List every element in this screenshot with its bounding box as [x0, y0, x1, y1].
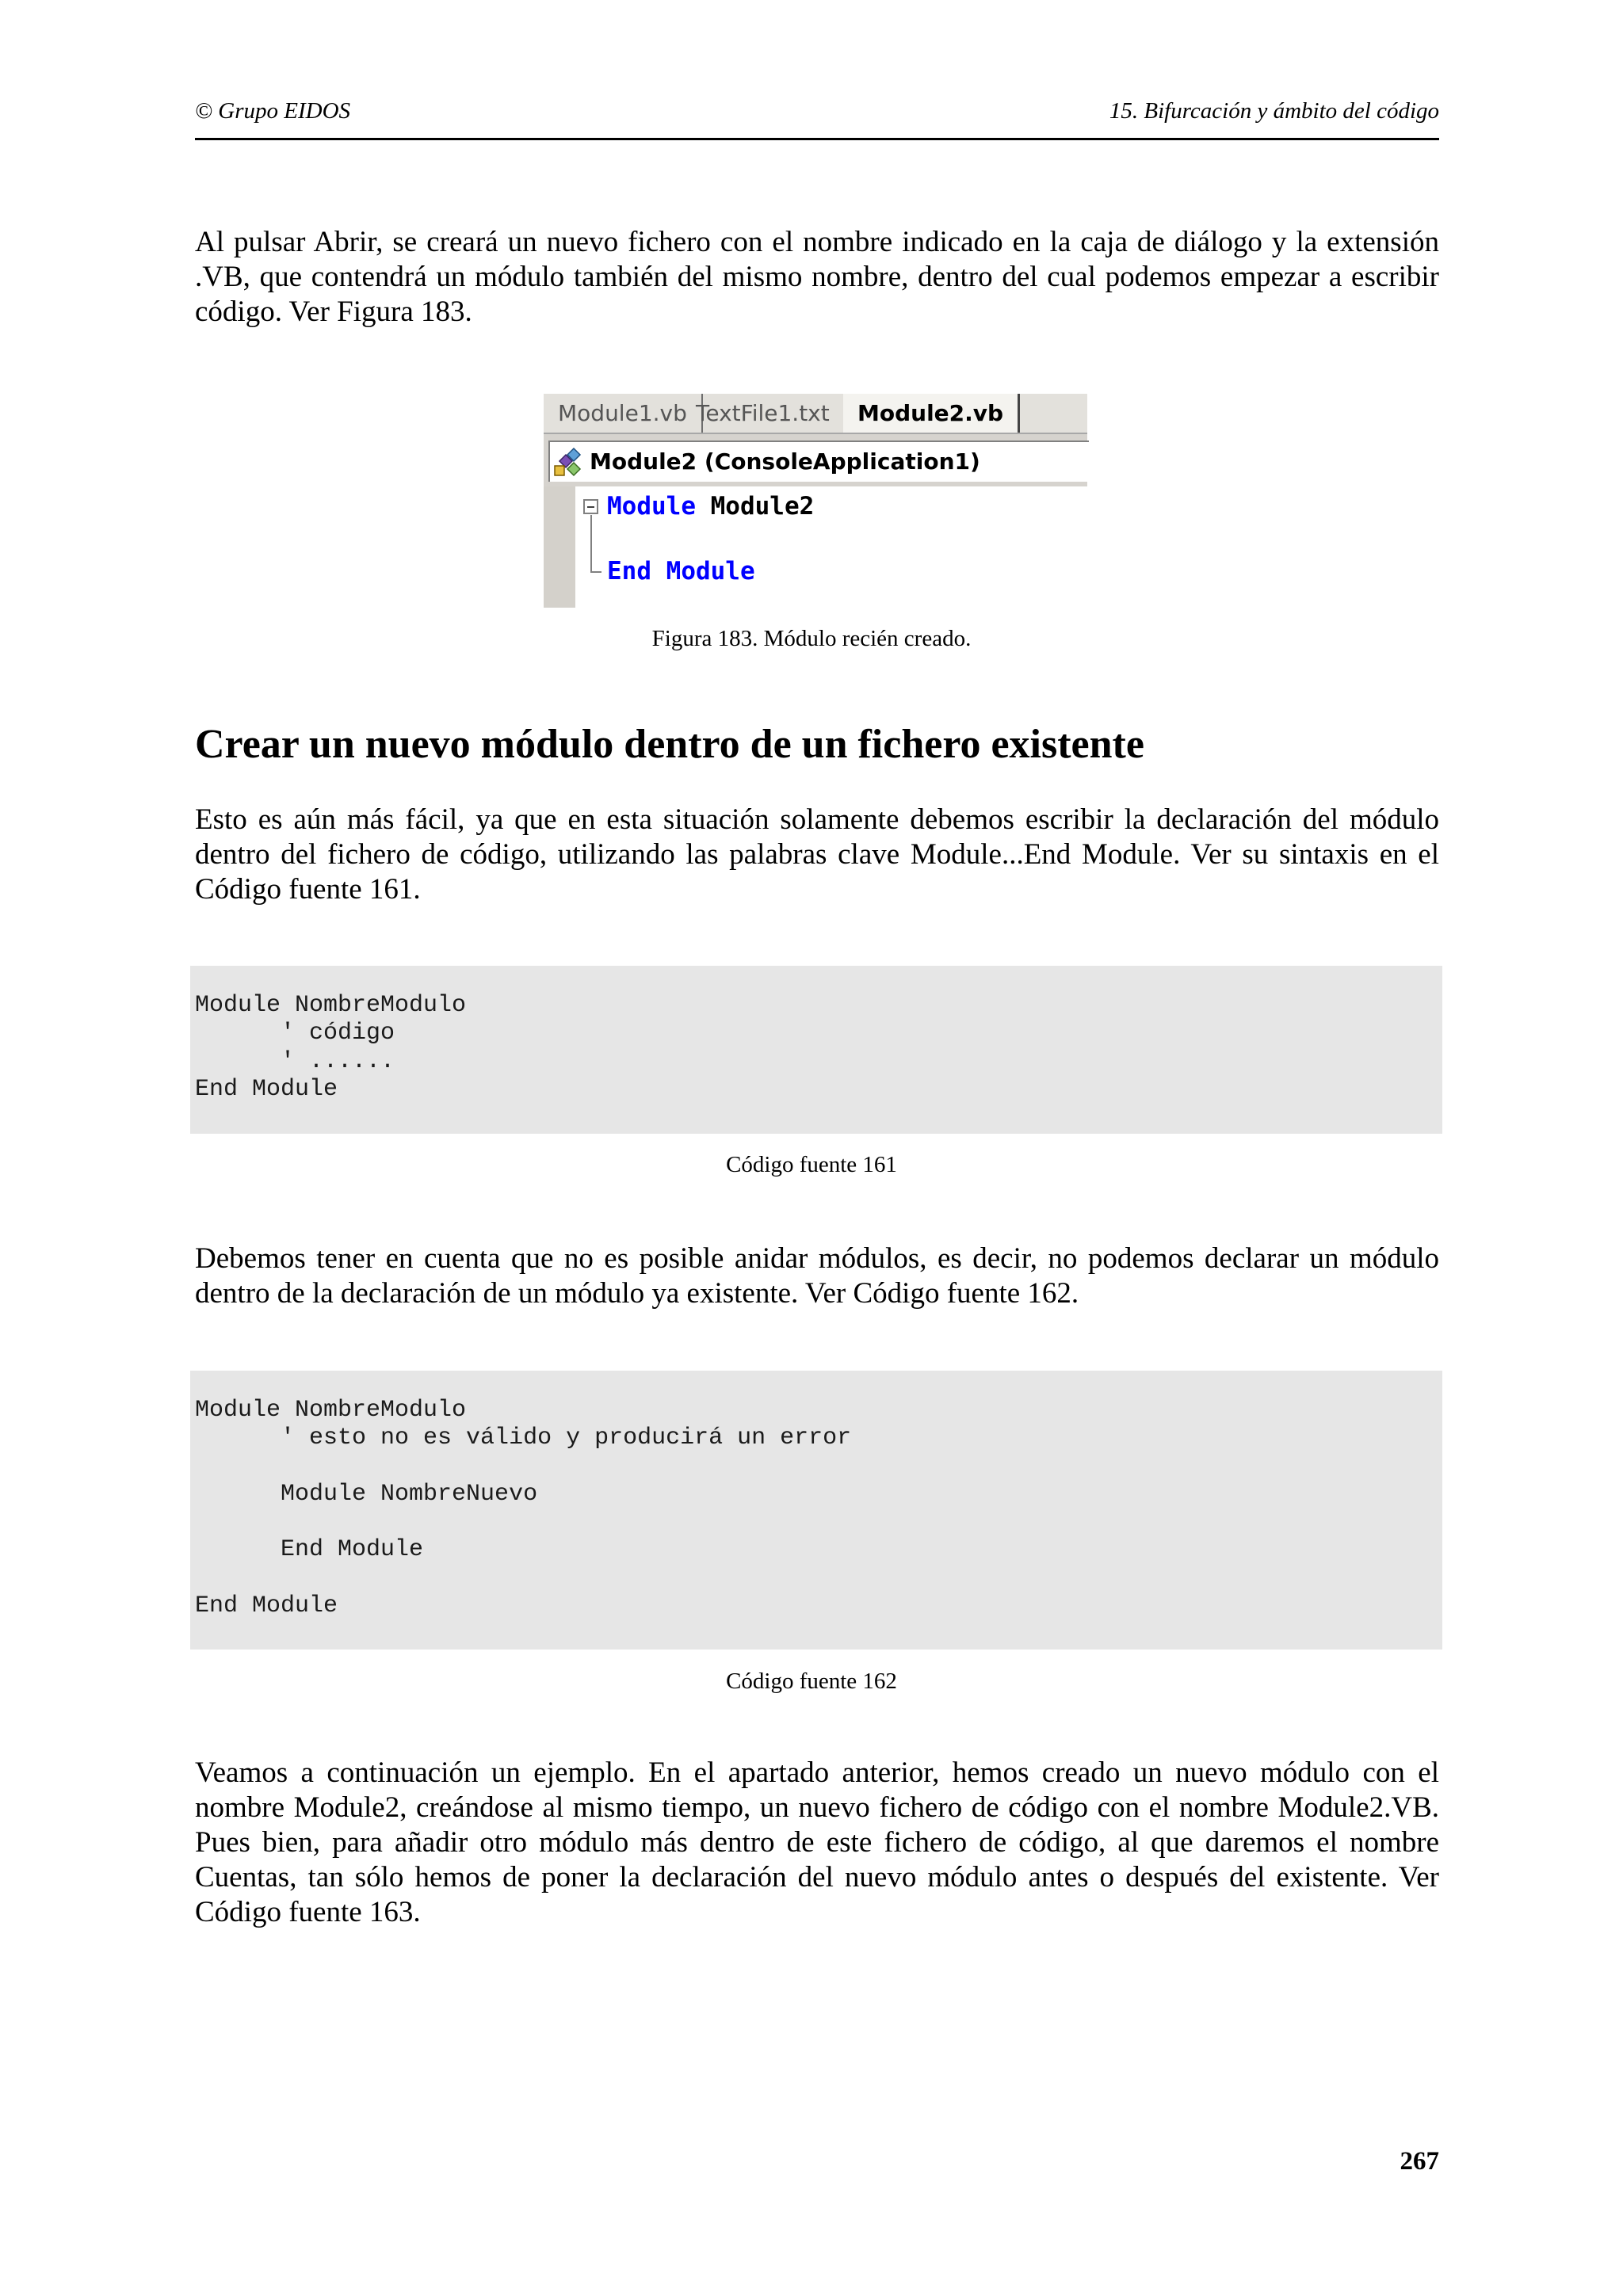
figure-183-caption: Figura 183. Módulo recién creado.	[651, 626, 972, 651]
paragraph-example: Veamos a continuación un ejemplo. En el apartado anterior, hemos creado un nuevo módulo con el nombre Module2, creándose al mismo tiempo, un nuevo fichero de código con el nombre Module2.VB. Pues bien, para añadir otro módulo más dentro de este fichero de código, al que daremos el nombre Cuentas, tan sólo hemos de poner la declaración del nuevo módulo antes o después del existente. Ver Código fuente 163.	[195, 1756, 1439, 1928]
collapse-icon[interactable]	[583, 499, 598, 514]
header-publisher: © Grupo EIDOS	[195, 98, 351, 124]
editor-gutter	[544, 486, 575, 608]
paragraph-module-declaration: Esto es aún más fácil, ya que en esta situación solamente debemos escribir la declaración del módulo dentro del fichero de código, utilizando las palabras clave Module...End Module. Ver su sintaxis en el Código fuente 161.	[195, 803, 1439, 906]
code-block-161	[190, 966, 1442, 1134]
nav-module-label: Module2 (ConsoleApplication1)	[590, 448, 980, 475]
keyword-end-module: End Module	[607, 557, 755, 585]
header-rule	[195, 138, 1439, 140]
code-line-module	[607, 491, 814, 521]
section-heading: Crear un nuevo módulo dentro de un fichero existente	[195, 722, 1144, 767]
editor-tab-bar	[544, 394, 1087, 434]
code-162-caption: Código fuente 162	[726, 1669, 897, 1694]
code-block-162	[190, 1371, 1442, 1650]
fold-guide-end	[590, 571, 601, 573]
gutter-margin	[575, 486, 580, 608]
module-icon	[553, 447, 585, 477]
editor-navigation-bar	[544, 434, 1087, 486]
code-162-text: Module NombreModulo ' esto no es válido y producirá un error Module NombreNuevo End Module End Module	[195, 1397, 852, 1620]
identifier-module2: Module2	[695, 492, 815, 521]
paragraph-nesting: Debemos tener en cuenta que no es posible anidar módulos, es decir, no podemos declarar un módulo dentro de la declaración de un módulo ya existente. Ver Código fuente 162.	[195, 1242, 1439, 1310]
keyword-module: Module	[607, 492, 696, 521]
page-number: 267	[1400, 2147, 1439, 2176]
tab-module2[interactable]: Module2.vb	[843, 394, 1020, 433]
code-161-caption: Código fuente 161	[726, 1152, 897, 1177]
figure-183-screenshot	[544, 394, 1087, 608]
tab-textfile1[interactable]: TextFile1.txt	[696, 400, 830, 426]
fold-guide-line	[590, 515, 592, 572]
code-line-end-module	[607, 556, 755, 586]
paragraph-intro: Al pulsar Abrir, se creará un nuevo fichero con el nombre indicado en la caja de diálogo y la extensión .VB, que contendrá un módulo también del mismo nombre, dentro del cual podemos empezar a escribir código. Ver Figura 183.	[195, 226, 1439, 328]
header-chapter-title: 15. Bifurcación y ámbito del código	[1109, 98, 1439, 124]
code-161-text: Module NombreModulo ' código ' ...... End Module	[195, 992, 467, 1103]
class-name-dropdown[interactable]	[548, 441, 1089, 482]
tab-module1[interactable]: Module1.vb	[544, 394, 703, 433]
